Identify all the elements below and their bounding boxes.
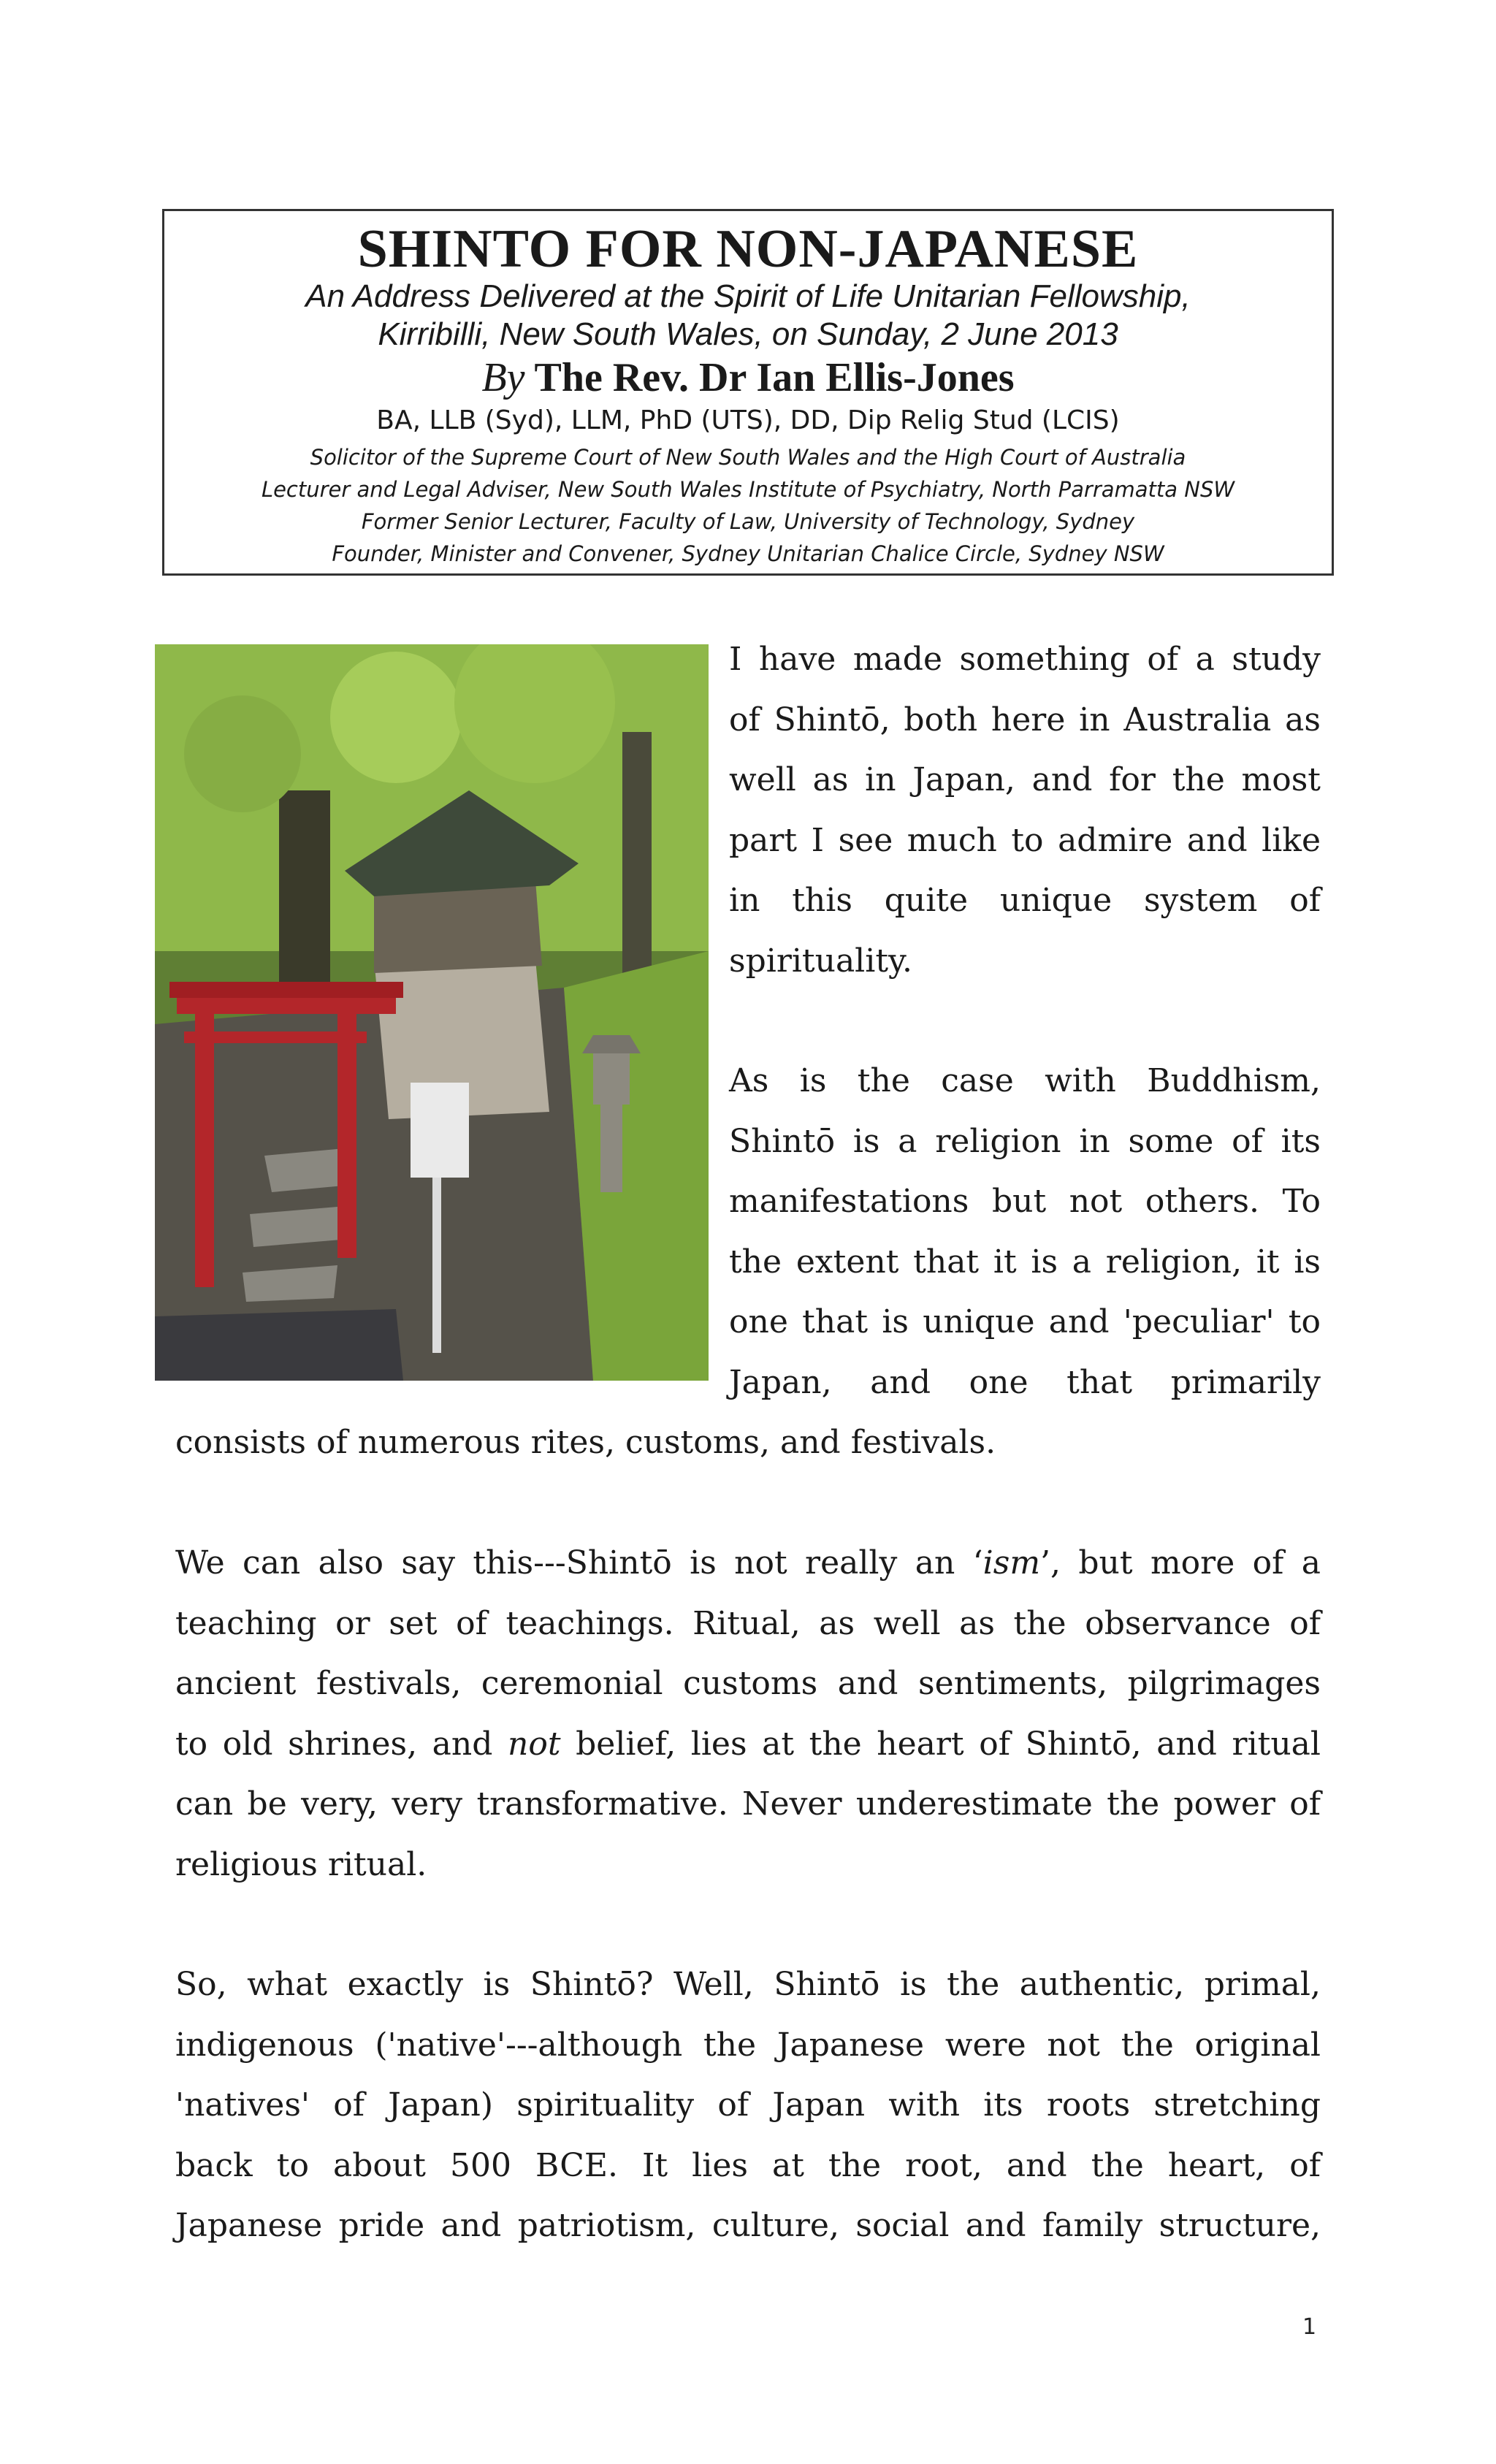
shrine-photo (155, 644, 709, 1381)
text-line: Shintō is a religion in some of its (729, 1122, 1321, 1160)
text-line: the extent that it is a religion, it is (729, 1243, 1321, 1281)
text-line: indigenous ('native'---although the Japanese were not the original (175, 2026, 1321, 2064)
paragraph-2-continuation (175, 1413, 1321, 1473)
text-line (175, 1533, 1321, 1594)
subtitle-line-2: Kirribilli, New South Wales, on Sunday, 2 June 2013 (378, 316, 1118, 352)
text-run: to old shrines, and (175, 1725, 508, 1763)
text-run: We can also say this---Shintō is not really an ‘ (175, 1544, 983, 1582)
text-line: manifestations but not others. To (729, 1183, 1321, 1220)
text-line: As is the case with Buddhism, (729, 1062, 1321, 1099)
subtitle-line-1: An Address Delivered at the Spirit of Life Unitarian Fellowship, (305, 278, 1191, 314)
paragraph-2 (729, 1051, 1321, 1413)
text-line: religious ritual. (175, 1845, 427, 1883)
author-line (164, 354, 1332, 401)
text-line (175, 1714, 1321, 1775)
document-title: SHINTO FOR NON-JAPANESE (357, 219, 1139, 279)
text-line: of Shintō, both here in Australia as (729, 701, 1321, 739)
by-word: By (481, 355, 525, 400)
text-run: ’, but more of a (1040, 1544, 1321, 1582)
text-line: back to about 500 BCE. It lies at the root, and the heart, of (175, 2146, 1321, 2184)
text-line: Japan, and one that primarily (729, 1363, 1321, 1401)
text-line: teaching or set of teachings. Ritual, as well as the observance of (175, 1604, 1321, 1642)
text-line: 'natives' of Japan) spirituality of Japan with its roots stretching (175, 2086, 1321, 2124)
text-line: in this quite unique system of (729, 882, 1321, 919)
text-line: well as in Japan, and for the most (729, 761, 1321, 798)
text-line: consists of numerous rites, customs, and festivals. (175, 1424, 996, 1461)
text-line: part I see much to admire and like (729, 821, 1321, 859)
emphasis-ism: ism (982, 1544, 1041, 1582)
credential-line: Lecturer and Legal Adviser, New South Wales Institute of Psychiatry, North Parramatta NSW (261, 477, 1235, 502)
text-line: spirituality. (729, 942, 913, 980)
author-name: The Rev. Dr Ian Ellis-Jones (534, 355, 1015, 400)
author-degrees: BA, LLB (Syd), LLM, PhD (UTS), DD, Dip Relig Stud (LCIS) (376, 405, 1120, 435)
paragraph-3 (175, 1533, 1321, 1895)
credential-line: Solicitor of the Supreme Court of New South Wales and the High Court of Australia (310, 445, 1186, 470)
text-line: So, what exactly is Shintō? Well, Shintō is the authentic, primal, (175, 1966, 1321, 2003)
paragraph-4 (175, 1955, 1321, 2257)
text-line: ancient festivals, ceremonial customs and sentiments, pilgrimages (175, 1665, 1321, 1702)
credential-line: Founder, Minister and Convener, Sydney Unitarian Chalice Circle, Sydney NSW (332, 541, 1164, 566)
title-box (162, 209, 1334, 576)
text-run: belief, lies at the heart of Shintō, and ritual (560, 1725, 1321, 1763)
text-line: one that is unique and 'peculiar' to (729, 1303, 1321, 1340)
text-line: can be very, very transformative. Never underestimate the power of (175, 1785, 1321, 1823)
text-line: I have made something of a study (729, 641, 1321, 678)
text-line: Japanese pride and patriotism, culture, social and family structure, (175, 2207, 1321, 2244)
emphasis-not: not (507, 1725, 561, 1763)
paragraph-1 (729, 630, 1321, 991)
page-number: 1 (1302, 2314, 1317, 2340)
credential-line: Former Senior Lecturer, Faculty of Law, University of Technology, Sydney (361, 509, 1135, 534)
